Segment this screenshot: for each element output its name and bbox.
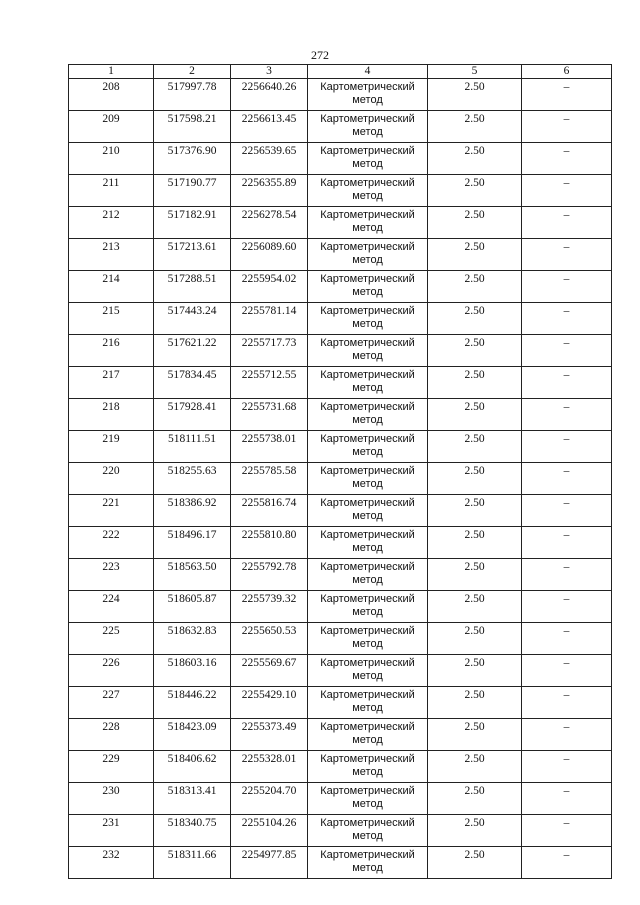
method-text: Картометрический	[320, 337, 415, 349]
x-coordinate-cell: 518605.87	[154, 591, 231, 623]
method-cell	[308, 847, 428, 879]
table-row	[69, 207, 612, 239]
accuracy-cell: 2.50	[428, 207, 522, 239]
point-number-cell: 219	[69, 431, 154, 463]
method-text: Картометрический	[320, 241, 415, 253]
method-cell	[308, 271, 428, 303]
x-coordinate-cell: 518603.16	[154, 655, 231, 687]
method-text: метод	[352, 190, 383, 202]
method-cell	[308, 207, 428, 239]
y-coordinate-cell: 2256539.65	[231, 143, 308, 175]
method-text: метод	[352, 254, 383, 266]
accuracy-cell: 2.50	[428, 463, 522, 495]
table-row	[69, 271, 612, 303]
x-coordinate-cell: 517621.22	[154, 335, 231, 367]
method-text: метод	[352, 446, 383, 458]
accuracy-cell: 2.50	[428, 783, 522, 815]
accuracy-cell: 2.50	[428, 303, 522, 335]
y-coordinate-cell: 2255328.01	[231, 751, 308, 783]
y-coordinate-cell: 2255792.78	[231, 559, 308, 591]
method-cell	[308, 815, 428, 847]
column-header: 5	[428, 65, 522, 79]
method-text: метод	[352, 478, 383, 490]
accuracy-cell: 2.50	[428, 655, 522, 687]
method-cell	[308, 399, 428, 431]
method-text: метод	[352, 350, 383, 362]
method-text: Картометрический	[320, 753, 415, 765]
method-text: Картометрический	[320, 785, 415, 797]
table-row	[69, 367, 612, 399]
note-cell: –	[522, 719, 612, 751]
method-text: Картометрический	[320, 369, 415, 381]
accuracy-cell: 2.50	[428, 239, 522, 271]
point-number-cell: 223	[69, 559, 154, 591]
column-header: 1	[69, 65, 154, 79]
method-text: Картометрический	[320, 177, 415, 189]
x-coordinate-cell: 518496.17	[154, 527, 231, 559]
column-header: 6	[522, 65, 612, 79]
accuracy-cell: 2.50	[428, 399, 522, 431]
method-text: метод	[352, 670, 383, 682]
column-header: 4	[308, 65, 428, 79]
x-coordinate-cell: 517443.24	[154, 303, 231, 335]
method-text: Картометрический	[320, 305, 415, 317]
page-number: 272	[311, 48, 329, 62]
method-text: метод	[352, 638, 383, 650]
point-number-cell: 211	[69, 175, 154, 207]
method-text: метод	[352, 862, 383, 874]
x-coordinate-cell: 518340.75	[154, 815, 231, 847]
method-text: метод	[352, 542, 383, 554]
method-text: Картометрический	[320, 401, 415, 413]
table-row	[69, 335, 612, 367]
point-number-cell: 224	[69, 591, 154, 623]
note-cell: –	[522, 367, 612, 399]
method-text: Картометрический	[320, 657, 415, 669]
y-coordinate-cell: 2256089.60	[231, 239, 308, 271]
method-text: метод	[352, 382, 383, 394]
table-row	[69, 527, 612, 559]
y-coordinate-cell: 2255731.68	[231, 399, 308, 431]
method-cell	[308, 303, 428, 335]
accuracy-cell: 2.50	[428, 175, 522, 207]
note-cell: –	[522, 111, 612, 143]
point-number-cell: 226	[69, 655, 154, 687]
point-number-cell: 210	[69, 143, 154, 175]
note-cell: –	[522, 559, 612, 591]
x-coordinate-cell: 518386.92	[154, 495, 231, 527]
method-cell	[308, 719, 428, 751]
x-coordinate-cell: 517928.41	[154, 399, 231, 431]
note-cell: –	[522, 815, 612, 847]
method-text: Картометрический	[320, 817, 415, 829]
table-row	[69, 303, 612, 335]
table-row	[69, 655, 612, 687]
accuracy-cell: 2.50	[428, 847, 522, 879]
method-text: метод	[352, 606, 383, 618]
method-text: Картометрический	[320, 209, 415, 221]
method-cell	[308, 687, 428, 719]
x-coordinate-cell: 518111.51	[154, 431, 231, 463]
y-coordinate-cell: 2255816.74	[231, 495, 308, 527]
x-coordinate-cell: 518406.62	[154, 751, 231, 783]
method-text: метод	[352, 222, 383, 234]
y-coordinate-cell: 2256278.54	[231, 207, 308, 239]
y-coordinate-cell: 2255785.58	[231, 463, 308, 495]
point-number-cell: 222	[69, 527, 154, 559]
note-cell: –	[522, 303, 612, 335]
method-text: Картометрический	[320, 81, 415, 93]
table-header-row	[69, 65, 612, 79]
x-coordinate-cell: 517997.78	[154, 79, 231, 111]
method-text: метод	[352, 126, 383, 138]
note-cell: –	[522, 463, 612, 495]
point-number-cell: 214	[69, 271, 154, 303]
note-cell: –	[522, 687, 612, 719]
point-number-cell: 228	[69, 719, 154, 751]
accuracy-cell: 2.50	[428, 111, 522, 143]
point-number-cell: 213	[69, 239, 154, 271]
accuracy-cell: 2.50	[428, 431, 522, 463]
x-coordinate-cell: 518446.22	[154, 687, 231, 719]
method-cell	[308, 335, 428, 367]
method-cell	[308, 655, 428, 687]
method-text: метод	[352, 574, 383, 586]
method-text: метод	[352, 94, 383, 106]
note-cell: –	[522, 783, 612, 815]
x-coordinate-cell: 517834.45	[154, 367, 231, 399]
y-coordinate-cell: 2255810.80	[231, 527, 308, 559]
point-number-cell: 216	[69, 335, 154, 367]
note-cell: –	[522, 79, 612, 111]
point-number-cell: 212	[69, 207, 154, 239]
note-cell: –	[522, 847, 612, 879]
method-cell	[308, 143, 428, 175]
y-coordinate-cell: 2256640.26	[231, 79, 308, 111]
table-row	[69, 399, 612, 431]
note-cell: –	[522, 655, 612, 687]
method-cell	[308, 79, 428, 111]
method-cell	[308, 559, 428, 591]
note-cell: –	[522, 207, 612, 239]
y-coordinate-cell: 2254977.85	[231, 847, 308, 879]
table-row	[69, 847, 612, 879]
table-row	[69, 463, 612, 495]
table-row	[69, 751, 612, 783]
point-number-cell: 225	[69, 623, 154, 655]
y-coordinate-cell: 2255712.55	[231, 367, 308, 399]
note-cell: –	[522, 143, 612, 175]
method-cell	[308, 783, 428, 815]
y-coordinate-cell: 2256613.45	[231, 111, 308, 143]
method-text: метод	[352, 798, 383, 810]
accuracy-cell: 2.50	[428, 687, 522, 719]
note-cell: –	[522, 239, 612, 271]
method-text: метод	[352, 318, 383, 330]
column-header: 3	[231, 65, 308, 79]
note-cell: –	[522, 431, 612, 463]
note-cell: –	[522, 751, 612, 783]
x-coordinate-cell: 517376.90	[154, 143, 231, 175]
point-number-cell: 227	[69, 687, 154, 719]
point-number-cell: 217	[69, 367, 154, 399]
method-cell	[308, 175, 428, 207]
x-coordinate-cell: 517213.61	[154, 239, 231, 271]
note-cell: –	[522, 527, 612, 559]
column-header: 2	[154, 65, 231, 79]
x-coordinate-cell: 517182.91	[154, 207, 231, 239]
x-coordinate-cell: 518313.41	[154, 783, 231, 815]
method-text: Картометрический	[320, 529, 415, 541]
table-row	[69, 111, 612, 143]
coordinates-table	[68, 64, 612, 879]
y-coordinate-cell: 2255739.32	[231, 591, 308, 623]
note-cell: –	[522, 591, 612, 623]
y-coordinate-cell: 2255781.14	[231, 303, 308, 335]
method-text: метод	[352, 734, 383, 746]
x-coordinate-cell: 517598.21	[154, 111, 231, 143]
table-row	[69, 175, 612, 207]
method-cell	[308, 239, 428, 271]
method-cell	[308, 623, 428, 655]
point-number-cell: 230	[69, 783, 154, 815]
table-row	[69, 559, 612, 591]
accuracy-cell: 2.50	[428, 527, 522, 559]
table-row	[69, 783, 612, 815]
accuracy-cell: 2.50	[428, 271, 522, 303]
method-cell	[308, 751, 428, 783]
y-coordinate-cell: 2255569.67	[231, 655, 308, 687]
accuracy-cell: 2.50	[428, 815, 522, 847]
x-coordinate-cell: 518632.83	[154, 623, 231, 655]
note-cell: –	[522, 623, 612, 655]
y-coordinate-cell: 2255954.02	[231, 271, 308, 303]
method-text: метод	[352, 158, 383, 170]
table-row	[69, 79, 612, 111]
table-row	[69, 143, 612, 175]
method-text: Картометрический	[320, 497, 415, 509]
x-coordinate-cell: 518563.50	[154, 559, 231, 591]
method-text: метод	[352, 702, 383, 714]
table-body	[69, 65, 612, 879]
method-cell	[308, 111, 428, 143]
point-number-cell: 208	[69, 79, 154, 111]
note-cell: –	[522, 335, 612, 367]
method-text: Картометрический	[320, 721, 415, 733]
accuracy-cell: 2.50	[428, 143, 522, 175]
method-text: Картометрический	[320, 465, 415, 477]
y-coordinate-cell: 2255650.53	[231, 623, 308, 655]
method-text: Картометрический	[320, 593, 415, 605]
table-row	[69, 687, 612, 719]
point-number-cell: 220	[69, 463, 154, 495]
table-row	[69, 623, 612, 655]
accuracy-cell: 2.50	[428, 623, 522, 655]
x-coordinate-cell: 518423.09	[154, 719, 231, 751]
point-number-cell: 221	[69, 495, 154, 527]
method-cell	[308, 463, 428, 495]
accuracy-cell: 2.50	[428, 719, 522, 751]
table-row	[69, 591, 612, 623]
y-coordinate-cell: 2255204.70	[231, 783, 308, 815]
note-cell: –	[522, 271, 612, 303]
x-coordinate-cell: 518311.66	[154, 847, 231, 879]
table-row	[69, 815, 612, 847]
point-number-cell: 218	[69, 399, 154, 431]
y-coordinate-cell: 2255717.73	[231, 335, 308, 367]
y-coordinate-cell: 2255373.49	[231, 719, 308, 751]
table-row	[69, 239, 612, 271]
accuracy-cell: 2.50	[428, 591, 522, 623]
point-number-cell: 232	[69, 847, 154, 879]
method-text: Картометрический	[320, 689, 415, 701]
y-coordinate-cell: 2255429.10	[231, 687, 308, 719]
method-text: метод	[352, 286, 383, 298]
note-cell: –	[522, 399, 612, 431]
method-cell	[308, 495, 428, 527]
note-cell: –	[522, 175, 612, 207]
accuracy-cell: 2.50	[428, 79, 522, 111]
accuracy-cell: 2.50	[428, 335, 522, 367]
method-cell	[308, 431, 428, 463]
table-row	[69, 431, 612, 463]
method-text: метод	[352, 414, 383, 426]
x-coordinate-cell: 518255.63	[154, 463, 231, 495]
table-row	[69, 495, 612, 527]
point-number-cell: 215	[69, 303, 154, 335]
y-coordinate-cell: 2255738.01	[231, 431, 308, 463]
table-row	[69, 719, 612, 751]
method-cell	[308, 367, 428, 399]
note-cell: –	[522, 495, 612, 527]
accuracy-cell: 2.50	[428, 495, 522, 527]
method-text: метод	[352, 510, 383, 522]
method-text: Картометрический	[320, 273, 415, 285]
method-text: метод	[352, 766, 383, 778]
accuracy-cell: 2.50	[428, 751, 522, 783]
accuracy-cell: 2.50	[428, 559, 522, 591]
method-text: метод	[352, 830, 383, 842]
accuracy-cell: 2.50	[428, 367, 522, 399]
method-text: Картометрический	[320, 849, 415, 861]
method-text: Картометрический	[320, 145, 415, 157]
method-text: Картометрический	[320, 433, 415, 445]
point-number-cell: 231	[69, 815, 154, 847]
method-text: Картометрический	[320, 113, 415, 125]
y-coordinate-cell: 2256355.89	[231, 175, 308, 207]
point-number-cell: 229	[69, 751, 154, 783]
x-coordinate-cell: 517190.77	[154, 175, 231, 207]
y-coordinate-cell: 2255104.26	[231, 815, 308, 847]
method-cell	[308, 591, 428, 623]
method-text: Картометрический	[320, 625, 415, 637]
method-cell	[308, 527, 428, 559]
point-number-cell: 209	[69, 111, 154, 143]
method-text: Картометрический	[320, 561, 415, 573]
x-coordinate-cell: 517288.51	[154, 271, 231, 303]
